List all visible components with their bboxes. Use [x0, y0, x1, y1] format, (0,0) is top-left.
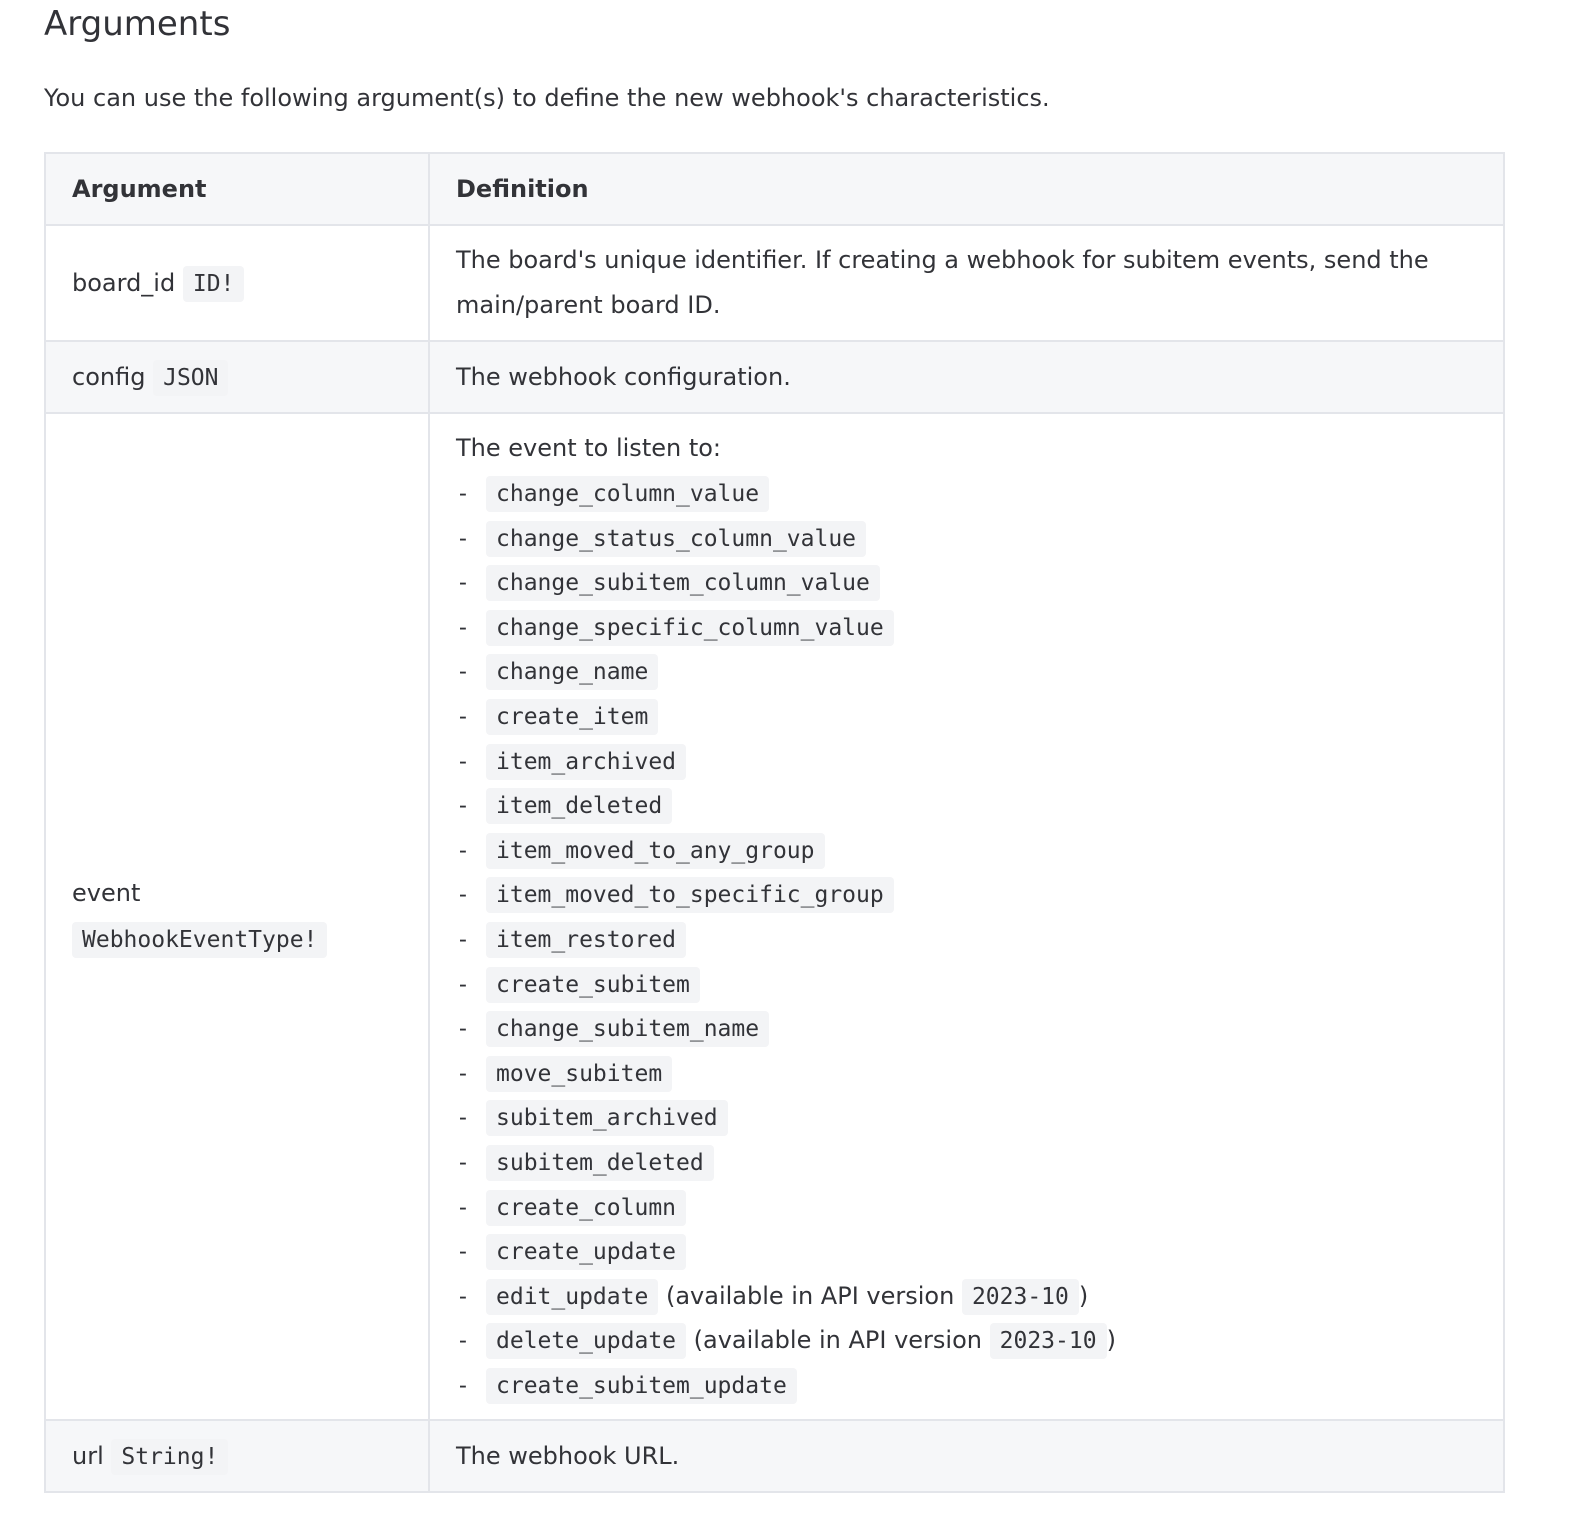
- list-dash: -: [456, 1016, 470, 1043]
- event-code: create_subitem_update: [486, 1368, 797, 1404]
- event-list-item: [456, 783, 1477, 828]
- event-list-item: [456, 1274, 1477, 1319]
- argument-name: config: [72, 363, 146, 391]
- definition-cell: The webhook configuration.: [429, 341, 1504, 413]
- argument-name: board_id: [72, 269, 176, 297]
- api-version: 2023-10: [990, 1323, 1107, 1359]
- event-list: [456, 471, 1477, 1407]
- event-list-item: [456, 1006, 1477, 1051]
- event-code: change_name: [486, 654, 658, 690]
- event-list-item: [456, 471, 1477, 516]
- table-header-row: [45, 153, 1504, 225]
- list-dash: -: [456, 1194, 470, 1221]
- event-code: edit_update: [486, 1279, 658, 1315]
- list-dash: -: [456, 659, 470, 686]
- event-list-item: [456, 649, 1477, 694]
- arguments-table: [44, 152, 1505, 1493]
- event-list-item: [456, 1185, 1477, 1230]
- argument-cell: [45, 413, 429, 1420]
- argument-name: event: [72, 879, 141, 908]
- event-list-item: [456, 1095, 1477, 1140]
- event-code: item_restored: [486, 922, 686, 958]
- event-list-item: [456, 605, 1477, 650]
- event-list-intro: The event to listen to:: [456, 434, 722, 462]
- list-dash: -: [456, 1105, 470, 1132]
- event-code: delete_update: [486, 1323, 686, 1359]
- list-dash: -: [456, 570, 470, 597]
- argument-cell: [45, 341, 429, 413]
- availability-note-end: ): [1106, 1326, 1116, 1355]
- argument-type: JSON: [153, 360, 228, 396]
- list-dash: -: [456, 614, 470, 641]
- event-code: create_item: [486, 699, 658, 735]
- event-list-item: [456, 1051, 1477, 1096]
- table-row-config: [45, 341, 1504, 413]
- list-dash: -: [456, 1239, 470, 1266]
- event-code: item_deleted: [486, 788, 672, 824]
- event-list-item: [456, 828, 1477, 873]
- list-dash: -: [456, 703, 470, 730]
- list-dash: -: [456, 1372, 470, 1399]
- event-list-item: [456, 917, 1477, 962]
- event-code: move_subitem: [486, 1056, 672, 1092]
- event-code: item_moved_to_specific_group: [486, 877, 894, 913]
- list-dash: -: [456, 748, 470, 775]
- availability-note: (available in API version: [693, 1326, 982, 1355]
- definition-cell: The board's unique identifier. If creating a webhook for subitem events, send the main/parent board ID.: [429, 225, 1504, 341]
- list-dash: -: [456, 926, 470, 953]
- argument-cell: [45, 1420, 429, 1492]
- event-code: subitem_archived: [486, 1100, 728, 1136]
- argument-cell: [45, 225, 429, 341]
- list-dash: -: [456, 882, 470, 909]
- argument-name: url: [72, 1442, 104, 1471]
- event-code: subitem_deleted: [486, 1145, 714, 1181]
- header-definition: Definition: [429, 153, 1504, 225]
- argument-type: String!: [111, 1439, 228, 1475]
- event-list-item: [456, 962, 1477, 1007]
- intro-text: You can use the following argument(s) to define the new webhook's characteristics.: [44, 84, 1050, 112]
- table-row-url: [45, 1420, 1504, 1492]
- list-dash: -: [456, 793, 470, 820]
- definition-cell: [429, 413, 1504, 1420]
- event-list-item: [456, 739, 1477, 784]
- event-code: change_subitem_name: [486, 1011, 769, 1047]
- list-dash: -: [456, 1328, 470, 1355]
- availability-note-end: ): [1078, 1281, 1089, 1310]
- event-code: change_subitem_column_value: [486, 565, 880, 601]
- event-list-item: [456, 560, 1477, 605]
- event-list-item: [456, 872, 1477, 917]
- event-code: change_specific_column_value: [486, 610, 894, 646]
- section-heading: Arguments: [44, 4, 231, 44]
- list-dash: -: [456, 1283, 470, 1310]
- availability-note: (available in API version: [665, 1281, 955, 1310]
- event-list-item: [456, 516, 1477, 561]
- list-dash: -: [456, 525, 470, 552]
- api-version: 2023-10: [962, 1279, 1079, 1315]
- argument-type: WebhookEventType!: [72, 922, 327, 958]
- event-code: change_column_value: [486, 476, 769, 512]
- event-list-item: [456, 1363, 1477, 1408]
- event-code: create_update: [486, 1234, 686, 1270]
- list-dash: -: [456, 971, 470, 998]
- event-code: create_subitem: [486, 967, 700, 1003]
- definition-cell: The webhook URL.: [429, 1420, 1504, 1492]
- header-argument: Argument: [45, 153, 429, 225]
- table-row-board-id: [45, 225, 1504, 341]
- list-dash: -: [456, 837, 470, 864]
- arguments-section: [44, 0, 1503, 1471]
- list-dash: -: [456, 481, 470, 507]
- event-code: create_column: [486, 1190, 686, 1226]
- event-code: item_moved_to_any_group: [486, 833, 825, 869]
- event-code: item_archived: [486, 744, 686, 780]
- event-code: change_status_column_value: [486, 521, 866, 557]
- list-dash: -: [456, 1060, 470, 1087]
- event-list-item: [456, 1229, 1477, 1274]
- list-dash: -: [456, 1149, 470, 1176]
- event-list-item: [456, 1318, 1477, 1363]
- table-row-event: [45, 413, 1504, 1420]
- event-list-item: [456, 694, 1477, 739]
- argument-type: ID!: [183, 266, 245, 302]
- event-list-item: [456, 1140, 1477, 1185]
